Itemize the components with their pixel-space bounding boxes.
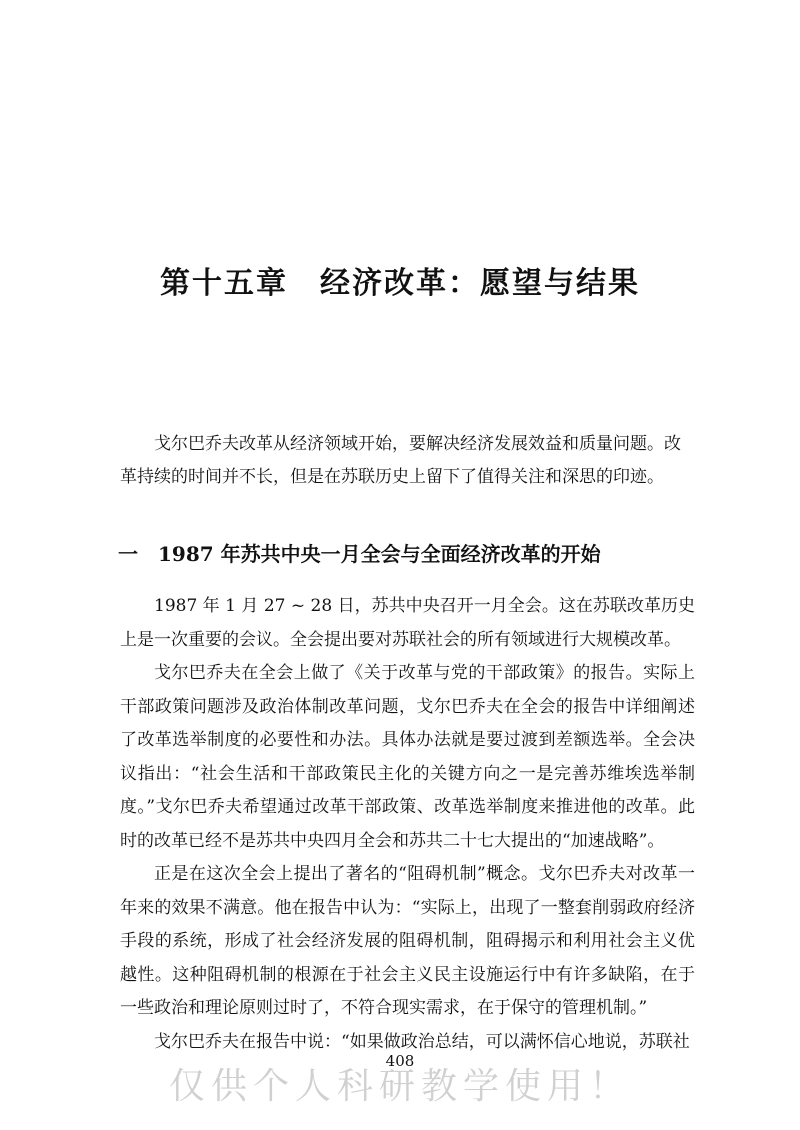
watermark-text: 仅供个人科研教学使用！ (168, 1066, 631, 1107)
paragraph-2: 戈尔巴乔夫在全会上做了《关于改革与党的干部政策》的报告。实际上干部政策问题涉及政治体制改革问题，戈尔巴乔夫在全会的报告中详细阐述了改革选举制度的必要性和办法。具体办法就是要过渡到差额选举。全会决议指出：“社会生活和干部政策民主化的关键方向之一是完善苏维埃选举制度。”戈尔巴乔夫希望通过改革干部政策、改革选举制度来推进他的改革。此时的改革已经不是苏共中央四月全会和苏共二十七大提出的“加速战略”。 (120, 663, 695, 851)
body-text (120, 590, 695, 1059)
paragraph-1: 1987 年 1 月 27 ~ 28 日，苏共中央召开一月全会。这在苏联改革历史上是一次重要的会议。全会提出要对苏联社会的所有领域进行大规模改革。 (120, 596, 695, 650)
paragraph-3: 正是在这次全会上提出了著名的“阻碍机制”概念。戈尔巴乔夫对改革一年来的效果不满意。他在报告中认为：“实际上，出现了一整套削弱政府经济手段的系统，形成了社会经济发展的阻碍机制，阻碍揭示和利用社会主义优越性。这种阻碍机制的根源在于社会主义民主设施运行中有许多缺陷，在于一些政治和理论原则过时了，不符合现实需求，在于保守的管理机制。” (120, 864, 695, 1018)
page-number: 408 (385, 1052, 415, 1070)
paragraph-4: 戈尔巴乔夫在报告中说：“如果做政治总结，可以满怀信心地说，苏联社 (154, 1031, 690, 1052)
section-heading: 一 1987 年苏共中央一月全会与全面经济改革的开始 (118, 542, 601, 566)
intro-paragraph: 戈尔巴乔夫改革从经济领域开始，要解决经济发展效益和质量问题。改革持续的时间并不长，但是在苏联历史上留下了值得关注和深思的印迹。 (120, 434, 681, 487)
chapter-title: 第十五章 经济改革：愿望与结果 (160, 266, 640, 301)
